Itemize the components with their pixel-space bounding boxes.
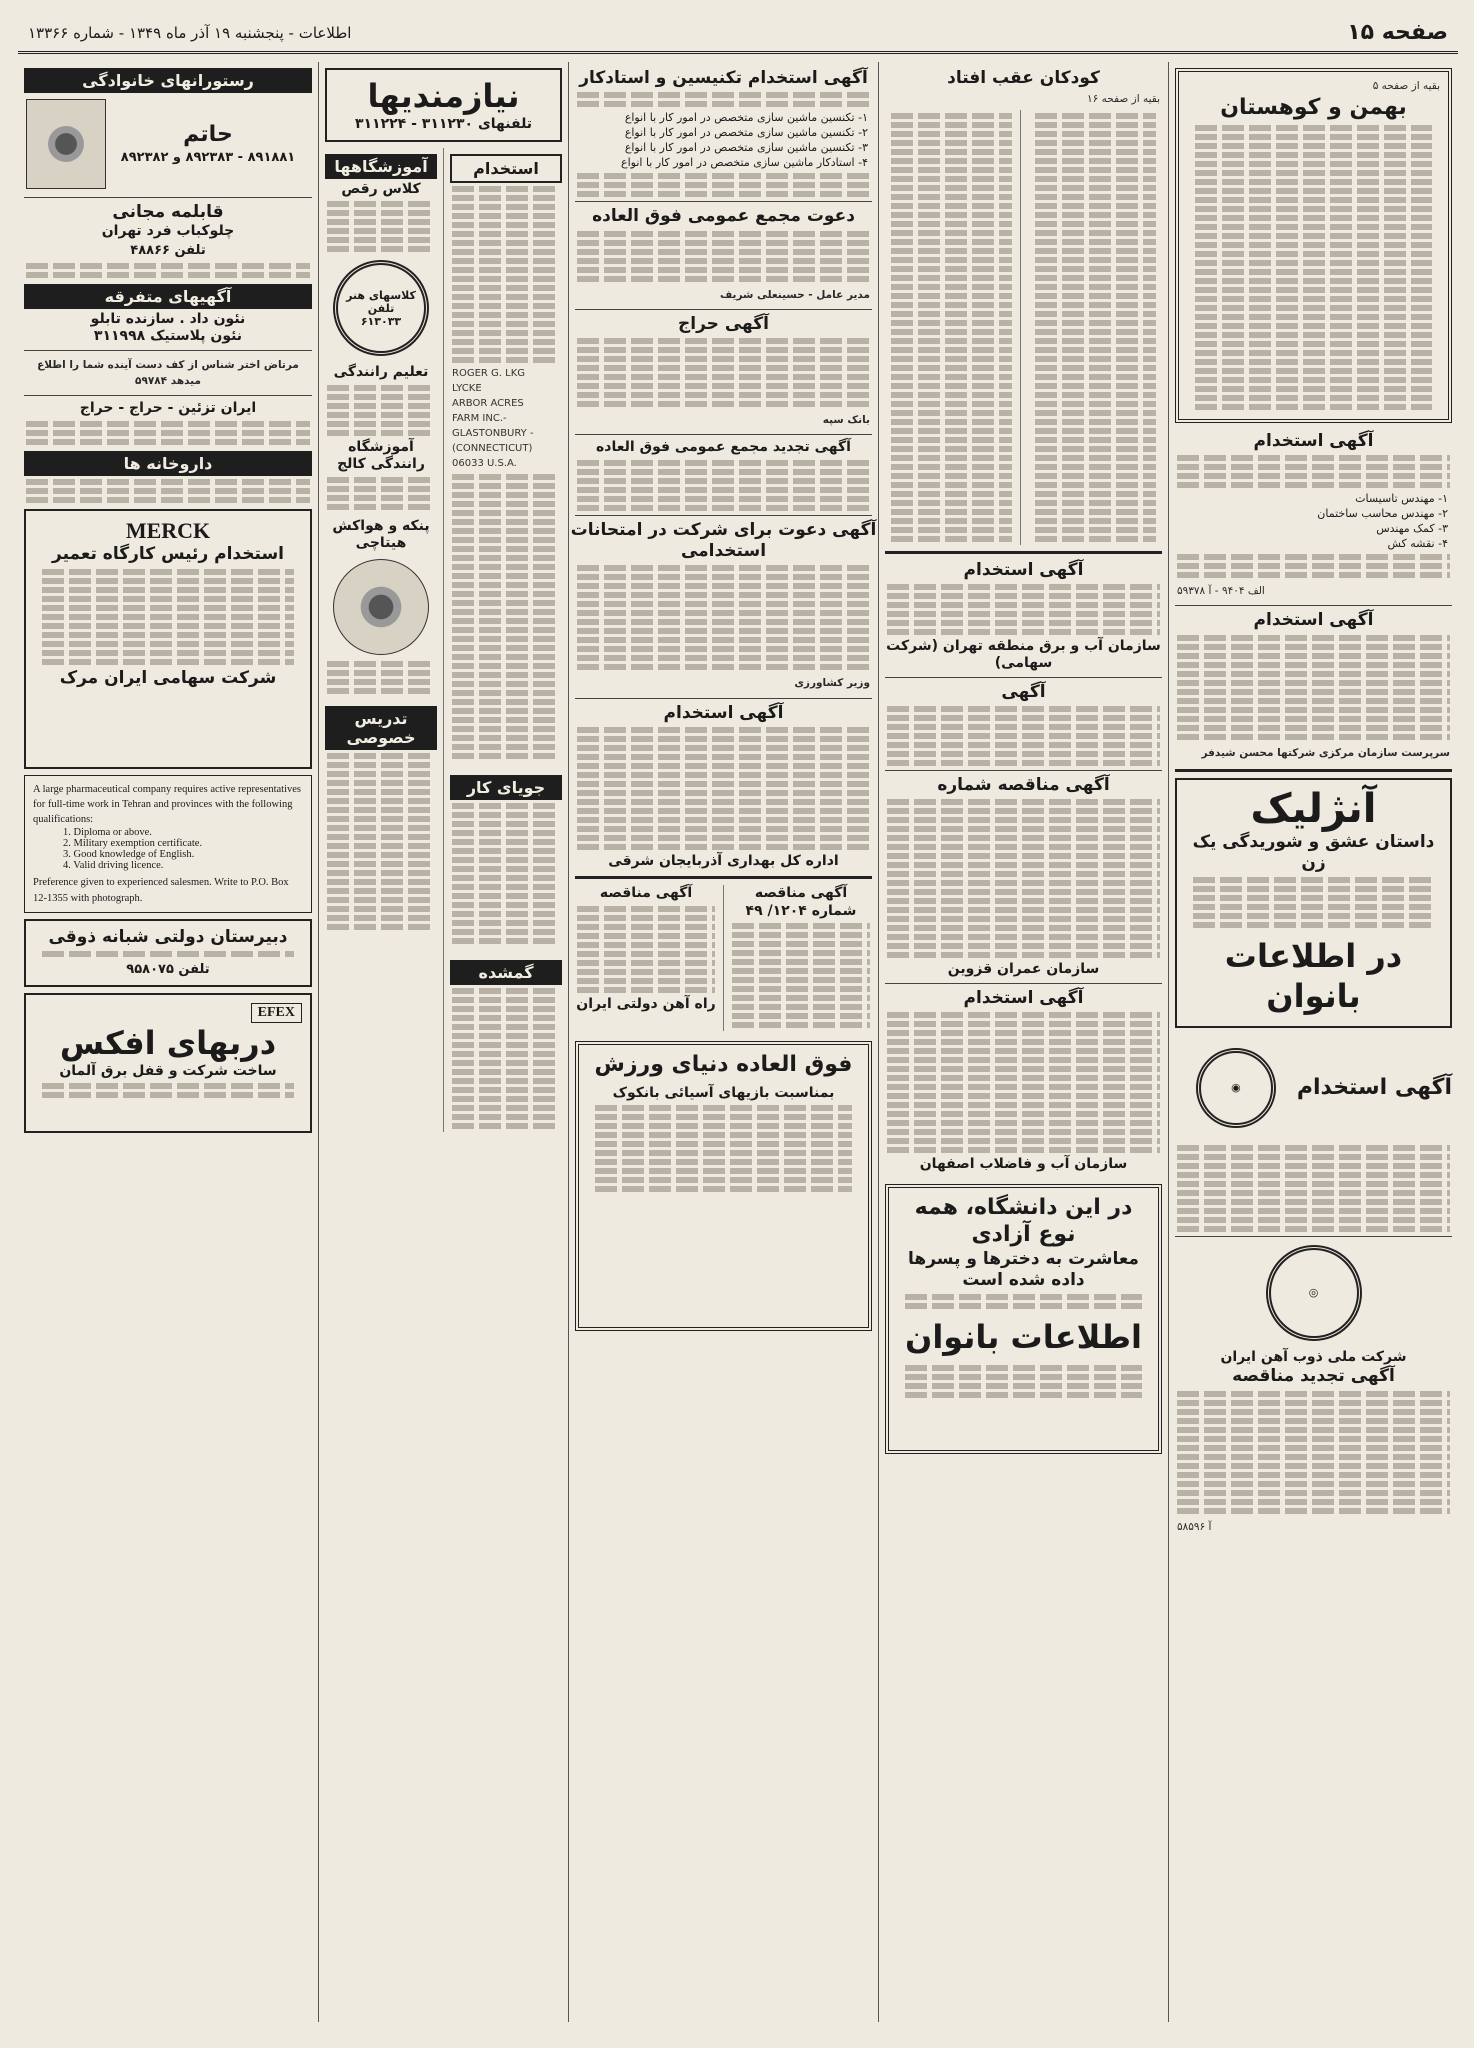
tender-org: راه آهن دولتی ایران [576, 995, 716, 1012]
pharma-footer: Preference given to experienced salesmen. Write to P.O. Box 12-1355 with photograph. [33, 877, 289, 904]
tender-number: شماره ۱۲۰۴/ ۴۹ [745, 902, 857, 919]
sports-title: فوق العاده دنیای ورزش [594, 1052, 853, 1078]
jobs-wanted-title: جویای کار [450, 775, 562, 800]
serial-subtitle: داستان عشق و شوریدگی یک زن [1192, 831, 1435, 874]
classifieds-header [325, 68, 562, 142]
afex-title: دربهای افکس [59, 1023, 277, 1062]
address-line: ROGER G. LKG [452, 367, 525, 379]
address-line: GLASTONBURY - [452, 427, 534, 439]
article-retarded-children [879, 68, 1168, 545]
merck-company: شرکت سهامی ایران مرک [59, 667, 277, 688]
misc-item: مرتاض اختر شناس از کف دست آینده شما را اطلاع میدهد ۵۹۷۸۴ [37, 358, 299, 388]
auction-title: آگهی حراج [678, 313, 769, 334]
private-tutoring-title: تدریس خصوصی [325, 706, 437, 750]
serial-title: آنژلیک [1250, 785, 1377, 832]
tender-org: شرکت ملی ذوب آهن ایران [1220, 1348, 1407, 1365]
tenders-row [569, 885, 878, 1031]
restaurants-title: رستورانهای خانوادگی [24, 68, 312, 93]
restaurant-phones: ۸۹۱۸۸۱ - ۸۹۲۳۸۳ و ۸۹۲۳۸۲ [120, 150, 296, 166]
pharmacies-title: داروخانه ها [24, 451, 312, 476]
address-line: ARBOR ACRES [452, 397, 524, 409]
feature-box [1175, 68, 1452, 423]
job-ad-org: سازمان آب و برق منطقه تهران (شرکت سهامی) [886, 637, 1161, 672]
job-ad-1 [1169, 431, 1458, 602]
tender-title: آگهی تجدید مناقصه [1232, 1366, 1395, 1387]
merck-ad [24, 509, 312, 769]
job-ad-list [569, 110, 878, 170]
womens-magazine-promo [885, 1184, 1162, 1454]
misc-item: ایران تزئین - حراج - حراج [79, 400, 257, 417]
list-item: ۳- کمک مهندس [1376, 522, 1448, 536]
tender-ad [1169, 1245, 1458, 1537]
classifieds-phones: تلفنهای ۳۱۱۲۳۰ - ۳۱۱۲۲۴ [354, 116, 533, 132]
notice-title: آگهی [1001, 681, 1046, 702]
address-line: FARM INC.- [452, 412, 507, 424]
institutes-title: آموزشگاهها [325, 154, 437, 179]
company-logo-icon: ◉ [1196, 1048, 1276, 1128]
promo-brand: اطلاعات بانوان [905, 1318, 1142, 1357]
address-line: 06033 U.S.A. [452, 457, 517, 469]
merck-title: استخدام رئیس کارگاه تعمیر [52, 544, 284, 565]
employment-title: استخدام [450, 154, 562, 183]
column-1 [1168, 62, 1458, 2022]
masthead [18, 14, 1458, 54]
kebab-title: قابلمه مجانی [112, 202, 224, 222]
rooster-logo-icon [26, 99, 106, 189]
water-power-job-ad [879, 560, 1168, 673]
pharma-intro: A large pharmaceutical company requires active representatives for full-time work in Tehran and provinces with the following qualifications: [33, 783, 302, 826]
afex-brand: EFEX [251, 1003, 302, 1023]
art-classes-emblem: کلاسهای هنر تلفن ۶۱۳۰۳۳ [333, 260, 429, 356]
restaurant-name: حاتم [183, 121, 233, 147]
newspaper-page [18, 14, 1458, 2034]
serial-promo [1175, 778, 1452, 1028]
exam-signature: وزیر کشاورزی [794, 677, 870, 690]
isfahan-job-ad [879, 988, 1168, 1174]
fan-icon [333, 559, 429, 655]
job-ad-title: آگهی استخدام تکنیسین و استادکار [579, 68, 868, 88]
article-continued: بقیه از صفحه ۱۶ [1087, 93, 1160, 106]
institutes-section [319, 148, 444, 1132]
auction-ref: بانک سپه [822, 414, 870, 427]
misc-ads-title: آگهیهای متفرقه [24, 284, 312, 309]
column-5 [18, 62, 318, 2022]
job-ad-org: سازمان آب و فاضلاب اصفهان [919, 1156, 1128, 1173]
list-item: ۴- نقشه کش [1387, 537, 1448, 551]
column-4 [318, 62, 568, 2022]
list-item: ۳- تکنسین ماشین سازی متخصص در امور کار با انواع [624, 141, 868, 155]
list-item: ۱- مهندس تاسیسات [1355, 492, 1448, 506]
kebab-phone: تلفن ۴۸۸۶۶ [130, 242, 206, 258]
afex-subtitle: ساخت شرکت و قفل برق آلمان [59, 1062, 277, 1079]
auction-ad [569, 314, 878, 431]
list-item: ۲- تکنسین ماشین سازی متخصص در امور کار با انواع [624, 126, 868, 140]
employment-section [444, 148, 568, 1132]
general-assembly-2 [569, 439, 878, 511]
assembly-title: دعوت مجمع عمومی فوق العاده [592, 206, 855, 227]
job-ad-3 [1169, 1034, 1458, 1232]
column-2 [878, 62, 1168, 2022]
page-number: صفحه ۱۵ [1347, 20, 1448, 45]
tender-title: آگهی مناقصه [754, 885, 848, 902]
merck-brand: MERCK [125, 517, 211, 543]
job-ad-2 [1169, 610, 1458, 763]
exam-invitation [569, 520, 878, 694]
assembly-title: آگهی تجدید مجمع عمومی فوق العاده [596, 439, 851, 456]
technician-job-ad [569, 68, 878, 197]
afex-doors-ad [24, 993, 312, 1133]
general-assembly-1 [569, 206, 878, 305]
pharma-item: 1. Diploma or above. [63, 827, 152, 839]
tender-ref: آ ۵۸۵۹۶ [1177, 1520, 1212, 1533]
school-title: دبیرستان دولتی شبانه ذوقی [48, 926, 288, 947]
tender-1 [724, 885, 878, 1031]
school-phone: تلفن ۹۵۸۰۷۵ [126, 962, 210, 978]
kebab-text: چلوکباب فرد تهران [101, 223, 235, 240]
list-item: ۴- استادکار ماشین سازی متخصص در امور کار با انواع [621, 156, 868, 170]
job-ad-1-title: آگهی استخدام [1253, 430, 1374, 451]
fan-brand: پنکه و هواکش هیتاچی [332, 517, 430, 551]
job-ad-org: اداره کل بهداری آذربایجان شرقی [608, 852, 839, 869]
sports-special-promo [575, 1041, 872, 1331]
institute-item: تعلیم رانندگی [333, 364, 429, 380]
continued-note: بقیه از صفحه ۵ [1372, 80, 1440, 92]
pharma-item: 2. Military exemption certificate. [63, 838, 203, 850]
job-ad-title: آگهی استخدام [663, 702, 784, 723]
qazvin-tender [879, 775, 1168, 979]
general-notice [879, 682, 1168, 766]
job-ad-title: آگهی استخدام [963, 559, 1084, 580]
lost-items-title: گمشده [450, 960, 562, 985]
promo-line-1: در این دانشگاه، همه نوع آزادی [914, 1194, 1133, 1248]
column-3 [568, 62, 878, 2022]
steel-company-logo-icon: ◎ [1266, 1245, 1362, 1341]
job-ad-title: آگهی استخدام [963, 987, 1084, 1008]
address-line: LYCKE [452, 382, 482, 394]
article-title: کودکان عقب افتاد [947, 68, 1100, 88]
misc-item: نئون داد . سازنده تابلو [90, 310, 246, 327]
health-job-ad [569, 703, 878, 871]
address-line: (CONNECTICUT) [452, 442, 533, 454]
pharma-item: 4. Valid driving licence. [63, 860, 164, 872]
job-ad-1-ref: الف ۹۴۰۴ - آ ۵۹۳۷۸ [1177, 585, 1265, 598]
issue-info: اطلاعات - پنجشنبه ۱۹ آذر ماه ۱۳۴۹ - شماره ۱۳۳۶۶ [28, 23, 352, 42]
misc-item: نئون پلاستیک ۳۱۱۹۹۸ [93, 328, 243, 345]
exam-title: آگهی دعوت برای شرکت در امتحانات استخدامی [570, 519, 877, 562]
tender-title: آگهی مناقصه شماره [937, 775, 1110, 796]
classifieds-title: نیازمندیها [367, 77, 520, 115]
serial-source: در اطلاعات بانوان [1224, 937, 1403, 1016]
tender-title: آگهی مناقصه [599, 885, 693, 902]
promo-line-2: معاشرت به دخترها و پسرها داده شده است [908, 1248, 1139, 1290]
tender-org: سازمان عمران قزوین [947, 961, 1100, 978]
sports-subtitle: بمناسبت بازیهای آسیائی بانکوک [612, 1084, 835, 1101]
job-ad-2-signature: سرپرست سازمان مرکزی شرکتها محسن شیدفر [1201, 746, 1450, 759]
list-item: ۱- تکنسین ماشین سازی متخصص در امور کار با انواع [624, 111, 868, 125]
tender-2 [569, 885, 724, 1031]
job-ad-1-list [1169, 491, 1458, 551]
institute-item: کلاس رقص [341, 180, 421, 197]
institute-item: آموزشگاه رانندگی کالج [337, 438, 425, 472]
pharma-item: 3. Good knowledge of English. [63, 849, 195, 861]
job-ad-2-title: آگهی استخدام [1253, 610, 1374, 631]
assembly-signature: مدیر عامل - حسینعلی شریف [720, 288, 870, 301]
job-ad-3-title: آگهی استخدام [1296, 1075, 1452, 1101]
pharma-english-ad [24, 775, 312, 913]
list-item: ۲- مهندس محاسب ساختمان [1317, 507, 1448, 521]
evening-school-ad [24, 919, 312, 987]
feature-title: بهمن و کوهستان [1220, 95, 1407, 121]
